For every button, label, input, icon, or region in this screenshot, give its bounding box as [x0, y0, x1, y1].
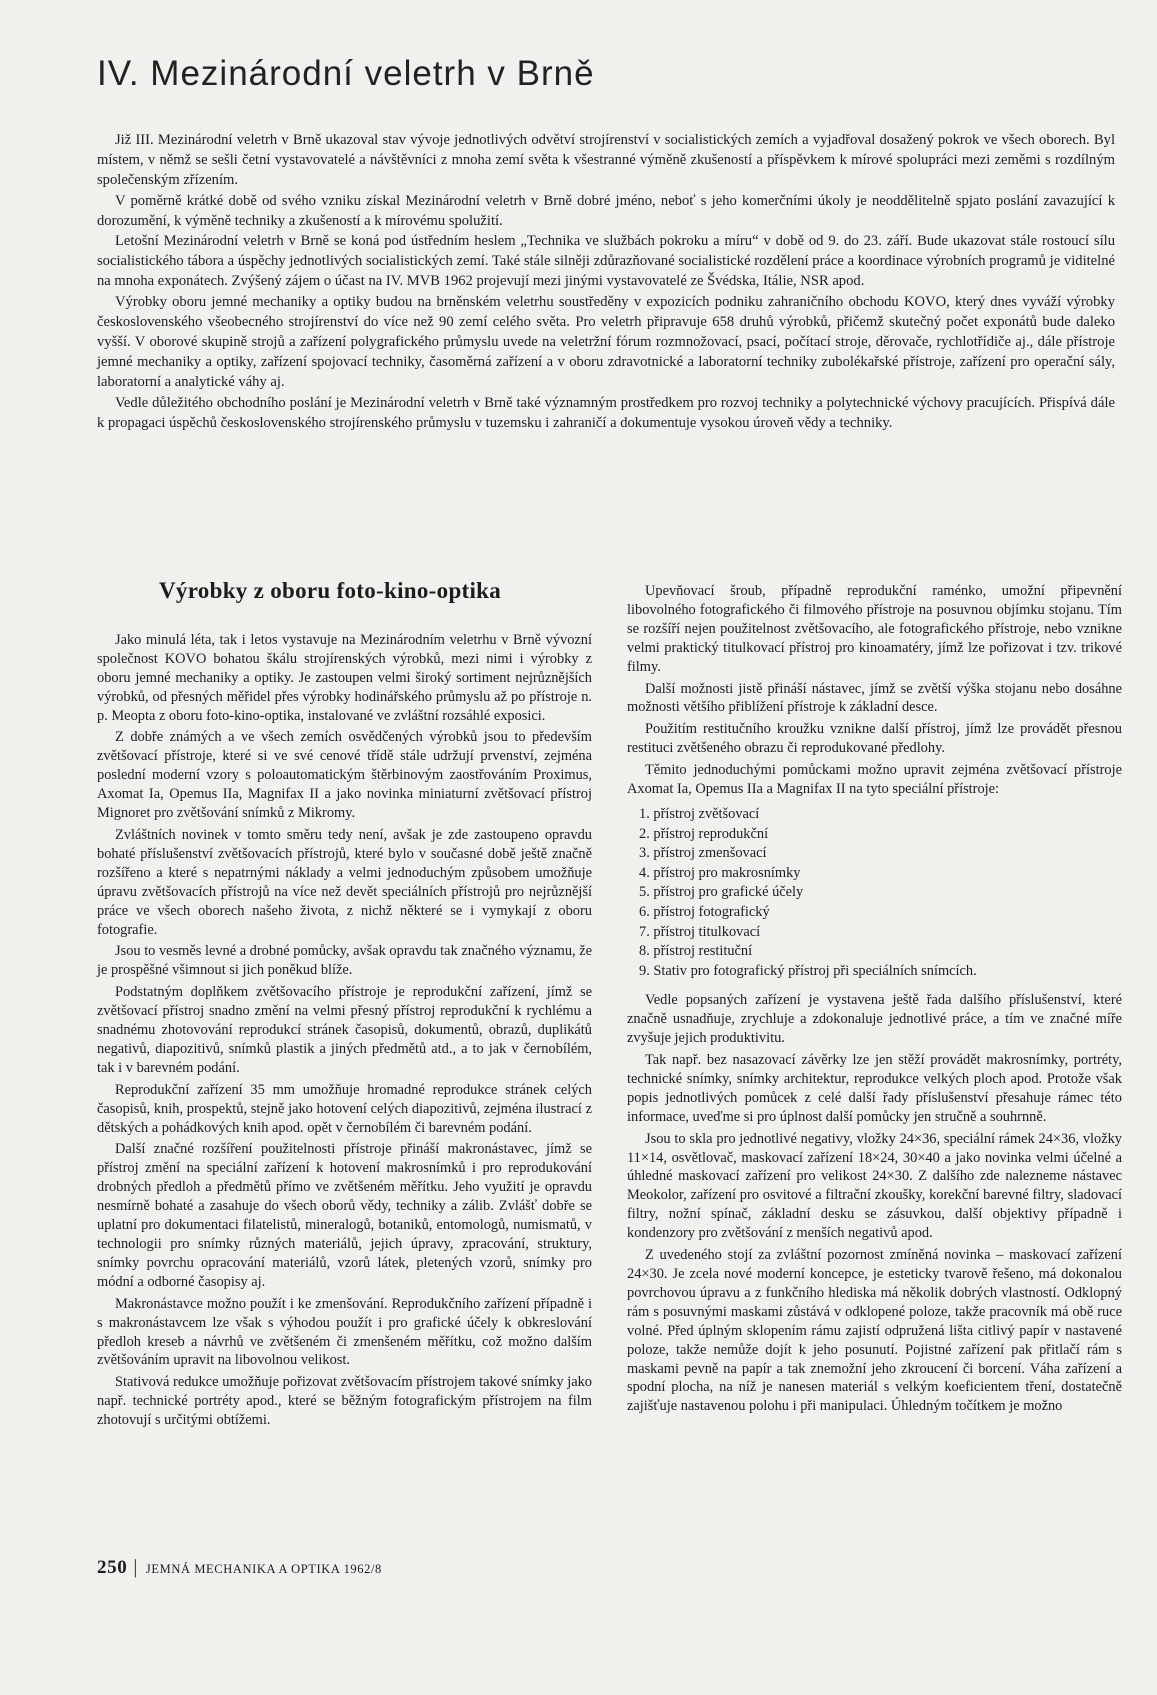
body-paragraph: Reprodukční zařízení 35 mm umožňuje hromadné reprodukce stránek celých časopisů, knih, prospektů, stejně jako hotovení celých diapozitivů, zejména ilustrací z dětských a pohádkových knih apod. opět v černobílém či barevném podání.	[97, 1081, 592, 1136]
left-column	[97, 578, 593, 1433]
list-item: 2. přístroj reprodukční	[639, 825, 769, 842]
footer-divider: |	[133, 1556, 138, 1578]
body-paragraph: Z dobře známých a ve všech zemích osvědčených výrobků jsou to především zvětšovací přístroje, které si ve své cenové třídě stále udržují prvenství, zejména poslední moderní vzory s poloautomatickým štěrbinovým zaostřováním Proximus, Axomat Ia, Opemus IIa, Magnifax II a jako novinka miniaturní zvětšovací přístroj Mignoret pro zvětšování snímků z Mikromy.	[97, 729, 592, 822]
section-heading: Výrobky z oboru foto-kino-optika	[159, 578, 502, 603]
body-paragraph: Stativová redukce umožňuje pořizovat zvětšovacím přístrojem takové snímky jako např. technické portréty apod., které se běžným fotografickým přístrojem na film zhotovují s určitými obtížemi.	[97, 1374, 592, 1429]
list-item: 6. přístroj fotografický	[639, 903, 770, 920]
intro-paragraph: Letošní Mezinárodní veletrh v Brně se koná pod ústředním heslem „Technika ve službách pokroku a míru“ v době od 9. do 23. září. Bude ukazovat stále rostoucí sílu socialistického tábora a úspěchy jednotlivých socialistických zemí. Také stále silněji zdůrazňované socialistické rozdělení práce a koordinace výrobních programů je viditelné na mnoha exponátech. Zvýšený zájem o účast na IV. MVB 1962 projevují mezi jinými vystavovatelé ze Švédska, Itálie, NSR apod.	[97, 233, 1115, 290]
list-item: 1. přístroj zvětšovací	[639, 805, 760, 822]
body-paragraph: Použitím restitučního kroužku vznikne další přístroj, jímž lze provádět přesnou restituci zvětšeného obrazu či reprodukované předlohy.	[627, 721, 1122, 757]
body-paragraph: Jako minulá léta, tak i letos vystavuje na Mezinárodním veletrhu v Brně vývozní společnost KOVO bohatou škálu strojírenských výrobků, mezi nimi i výrobky z oboru jemné mechaniky a optiky. Je zastoupen velmi široký sortiment nejrůznějších výrobků, od přesných měřidel přes výrobky hodinářského průmyslu až po přístroje n. p. Meopta z oboru foto-kino-optika, instalované ve zvláštní rozsáhlé exposici.	[97, 631, 592, 724]
list-item: 3. přístroj zmenšovací	[639, 845, 767, 862]
intro-paragraph: V poměrně krátké době od svého vzniku získal Mezinárodní veletrh v Brně dobré jméno, neboť s jeho komerčními úkoly je neoddělitelně spjato poslání zavazující k dorozumění, k výměně techniky a zkušeností a k mírovému spolužití.	[97, 192, 1115, 229]
right-column	[627, 582, 1122, 1419]
page-number: 250	[97, 1557, 128, 1578]
page-title: IV. Mezinárodní veletrh v Brně	[97, 54, 595, 93]
list-item: 8. přístroj restituční	[639, 943, 753, 960]
body-paragraph: Vedle popsaných zařízení je vystavena ještě řada dalšího příslušenství, které značně usnadňuje, zrychluje a zdokonaluje jednotlivé práce, a tím ve značné míře zvyšuje jejich produktivitu.	[627, 992, 1122, 1047]
body-paragraph: Podstatným doplňkem zvětšovacího přístroje je reprodukční zařízení, jímž se zvětšovací přístroj snadno změní na velmi přesný přístroj reprodukční k rychlému a snadnému zhotovování reprodukcí stránek časopisů, dokumentů, obrazů, duplikátů negativů, diapozitivů, snímků plastik a jiných předmětů atd., a to jak v černobílém, tak i v barevném podání.	[97, 984, 592, 1076]
device-list	[627, 805, 1122, 981]
intro-paragraph: Již III. Mezinárodní veletrh v Brně ukazoval stav vývoje jednotlivých odvětví strojírenství v socialistických zemích a vyjadřoval dosažený pokrok ve všech oborech. Byl místem, v němž se sešli četní vystavovatelé a návštěvníci z mnoha zemí světa k všestranné výměně zkušeností a příspěvkem k mírové spolupráci mezi zeměmi s rozdílným společenským zřízením.	[97, 132, 1115, 189]
intro-paragraph: Výrobky oboru jemné mechaniky a optiky budou na brněnském veletrhu soustředěny v expozicích podniku zahraničního obchodu KOVO, který dnes vyváží výrobky československého všeobecného strojírenství do více než 90 zemí celého světa. Pro veletrh připravuje 658 druhů výrobků, přičemž skutečný počet exponátů bude daleko vyšší. V oborové skupině strojů a zařízení polygrafického průmyslu uvede na veletržní fórum rozmnožovací, psací, počítací stroje, děrovače, rychlotřídiče aj., dále přístroje jemné mechaniky a optiky, zařízení spojovací techniky, časoměrná zařízení a v oboru zdravotnické a laboratorní techniky zubolékařské přístroje, zařízení pro operační sály, laboratorní a analytické váhy aj.	[97, 293, 1115, 391]
journal-name: JEMNÁ MECHANIKA A OPTIKA 1962/8	[145, 1562, 382, 1576]
list-item: 5. přístroj pro grafické účely	[639, 884, 804, 901]
intro-section	[97, 130, 1115, 433]
body-paragraph: Z uvedeného stojí za zvláštní pozornost zmíněná novinka – maskovací zařízení 24×30. Je zcela nové moderní koncepce, je esteticky tvarově řešeno, má dokonalou povrchovou úpravu a z funkčního hlediska má několik dobrých vlastností. Odklopný rám s posuvnými maskami zůstává v odklopené poloze, takže pracovník má obě ruce volné. Před úplným sklopením rámu zajistí odpružená lišta citlivý papír v nastavené poloze, takže nemůže dojít k jeho posunutí. Pojistné zařízení pak přitlačí rám s maskami pevně na papír a tak znemožní jeho zkroucení či borcení. Váha zařízení a spodní plocha, na níž je nanesen materiál s velkým koeficientem tření, dostatečně zajišťuje nastavenou polohu i při manipulaci. Úhledným točítkem je možno	[627, 1247, 1122, 1415]
body-paragraph: Upevňovací šroub, případně reprodukční raménko, umožní připevnění libovolného fotografického či filmového přístroje na posuvnou objímku stojanu. Tím se rozšíří nejen použitelnost zvětšovacího, ale fotografického přístroje, nebo vznikne velmi praktický titulkovací přístroj pro kinoamatéry, jímž lze pořizovat i tzv. trikové filmy.	[627, 583, 1122, 675]
list-item: 7. přístroj titulkovací	[639, 923, 761, 940]
list-item: 4. přístroj pro makrosnímky	[639, 864, 801, 881]
list-item: 9. Stativ pro fotografický přístroj při speciálních snímcích.	[639, 962, 977, 979]
intro-paragraph: Vedle důležitého obchodního poslání je Mezinárodní veletrh v Brně také významným prostředkem pro rozvoj techniky a polytechnické výchovy pracujících. Přispívá dále k propagaci úspěchů československého strojírenského průmyslu v tuzemsku i zahraničí a dokumentuje vysokou úroveň vědy a techniky.	[97, 394, 1115, 431]
body-paragraph: Jsou to vesměs levné a drobné pomůcky, avšak opravdu tak značného významu, že je prospěšné všimnout si jich poněkud blíže.	[97, 943, 593, 979]
body-paragraph: Makronástavce možno použít i ke zmenšování. Reprodukčního zařízení případně i s makronástavcem lze však s výhodou použít i pro grafické účely k obkreslování předloh kreseb a návrhů ve zvětšeném či zmenšeném měřítku, což možno dalším zvětšováním upravit na libovolnou velikost.	[97, 1295, 592, 1369]
body-paragraph: Tak např. bez nasazovací závěrky lze jen stěží provádět makrosnímky, portréty, technické snímky, snímky architektur, reprodukce velkých ploch apod. Protože však popis jednotlivých pomůcek z celé další řady příslušenství přesahuje rámec této informace, uveďme si pro úplnost další pomůcky jen stručně a souhrnně.	[627, 1052, 1122, 1125]
body-paragraph: Zvláštních novinek v tomto směru tedy není, avšak je zde zastoupeno opravdu bohaté příslušenství zvětšovacích přístrojů, které bylo v současné době ještě značně rozšířeno a které s nepatrnými náklady a velmi jednoduchým způsobem umožňuje úpravu zvětšovacích přístrojů na více než devět speciálních přístrojů pro nejrůznější práce ve všech oborech našeho života, z nichž některé se i vymykají z oboru fotografie.	[97, 826, 592, 938]
page-footer	[97, 1556, 382, 1579]
body-paragraph: Další možnosti jistě přináší nástavec, jímž se zvětší výška stojanu nebo dosáhne možnosti většího přiblížení přístroje k základní desce.	[627, 680, 1122, 716]
body-paragraph: Jsou to skla pro jednotlivé negativy, vložky 24×36, speciální rámek 24×36, vložky 11×14, osvětlovač, maskovací zařízení 18×24, 30×40 a jako novinka velmi účelné a úhledné maskovací zařízení pro velikost 24×30. Z dalšího zde nalezneme nástavec Meokolor, zařízení pro osvitové a filtrační zkoušky, korekční barevné filtry, sladovací filtry, nožní spínač, základní desku se zásuvkou, další objektivy případně i kondenzory pro zvětšování z menších negativů apod.	[627, 1130, 1122, 1242]
body-paragraph: Těmito jednoduchými pomůckami možno upravit zejména zvětšovací přístroje Axomat Ia, Opemus IIa a Magnifax II na tyto speciální přístroje:	[627, 762, 1122, 798]
body-paragraph: Další značné rozšíření použitelnosti přístroje přináší makronástavec, jímž se přístroj změní na speciální zařízení k hotovení makrosnímků i pro reprodukování drobných předloh a předmětů přímo ve zvětšeném měřítku. Jeho využití je opravdu nesmírně bohaté a zasahuje do všech oborů vědy, techniky a zálib. Zvlášť dobře se uplatní pro dokumentaci filatelistů, mineralogů, botaniků, entomologů, numismatů, v technologii pro snímky různých materiálů, jejich úpravy, zpracování, struktury, snímky povrchu opracování materiálů, vzorů látek, pletených vzorů, snímky pro módní a odborné časopisy aj.	[97, 1141, 592, 1290]
